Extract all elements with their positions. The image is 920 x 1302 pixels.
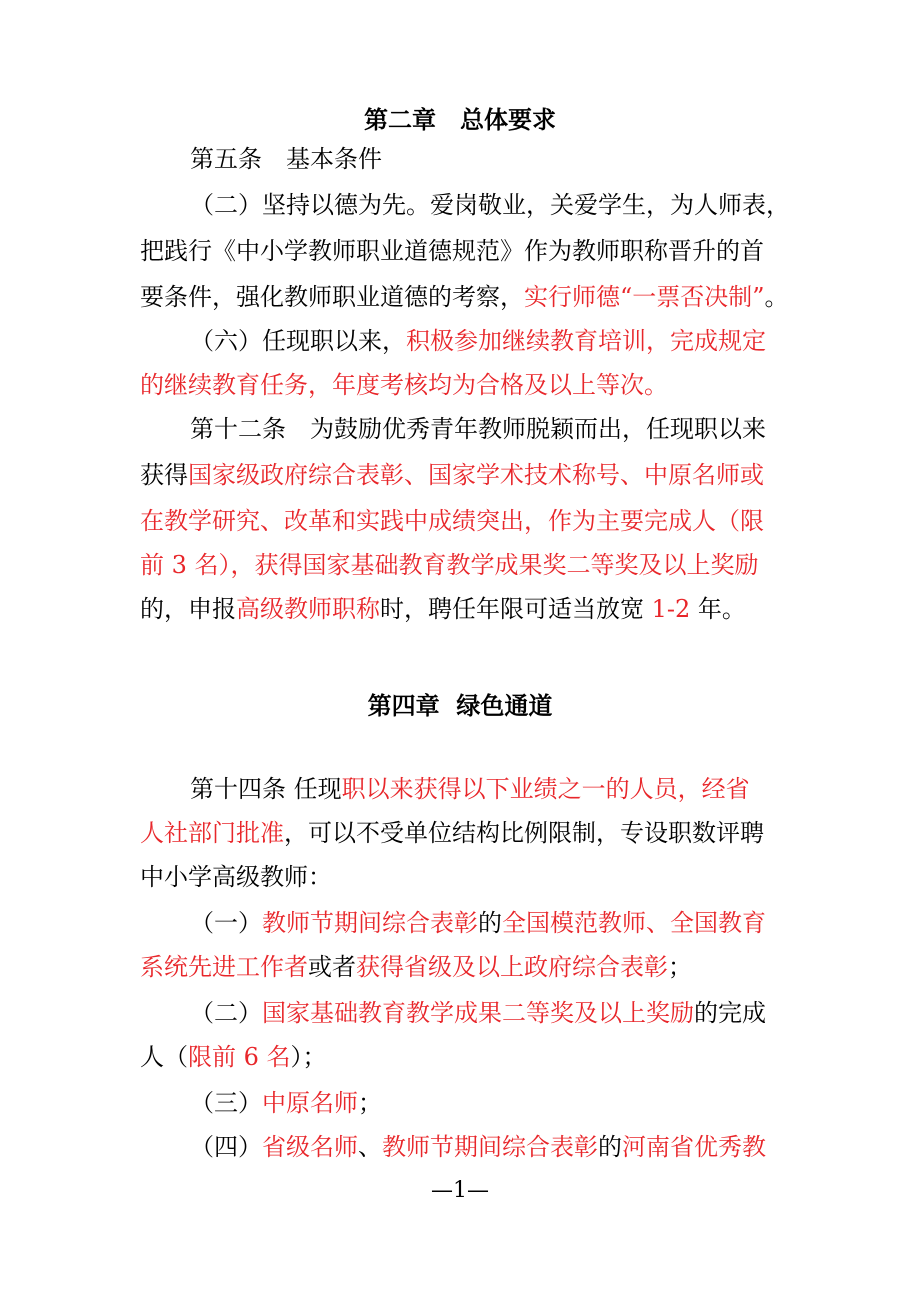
emphasis-text: 国家基础教育教学成果二等奖及以上奖励 xyxy=(262,999,694,1027)
emphasis-text: 高级教师职称 xyxy=(236,595,380,623)
paragraph-line xyxy=(140,228,780,274)
body-text: 的 xyxy=(478,909,502,937)
emphasis-text: 获得省级及以上政府综合表彰 xyxy=(356,953,668,981)
body-text: ； xyxy=(358,1089,382,1117)
paragraph-line xyxy=(140,810,780,856)
emphasis-text: 限前 6 名 xyxy=(188,1043,291,1071)
paragraph-line xyxy=(140,542,780,588)
paragraph-line xyxy=(190,182,790,228)
paragraph-line xyxy=(190,318,780,364)
emphasis-text: 职以来获得以下业绩之一的人员，经省 xyxy=(341,775,750,803)
emphasis-text: 国家级政府综合表彰、国家学术技术称号、中原名师或 xyxy=(188,461,764,489)
body-text: 。 xyxy=(764,283,789,311)
paragraph-line xyxy=(190,990,780,1036)
body-text: 把践行《中小学教师职业道德规范》作为教师职称晋升的首 xyxy=(140,237,764,265)
body-text: （四） xyxy=(190,1133,262,1161)
page-number: —1— xyxy=(431,1178,489,1203)
body-text: 获得 xyxy=(140,461,188,489)
article-5-title: 第五条 基本条件 xyxy=(190,145,382,173)
emphasis-text: 积极参加继续教育培训，完成规定 xyxy=(406,327,766,355)
paragraph-line xyxy=(190,1080,780,1126)
body-text: （二）坚持以德为先。爱岗敬业，关爱学生，为人师表， xyxy=(190,191,790,219)
body-text: 的 xyxy=(598,1133,622,1161)
emphasis-text: 系统先进工作者 xyxy=(140,953,308,981)
paragraph-line xyxy=(140,362,780,408)
emphasis-text: 中原名师 xyxy=(262,1089,358,1117)
body-text: （一） xyxy=(190,909,262,937)
body-text: 第十四条 任现 xyxy=(190,775,342,803)
body-text: 或者 xyxy=(308,953,356,981)
emphasis-text: 教师节期间综合表彰 xyxy=(382,1133,598,1161)
emphasis-text: 河南省优秀教 xyxy=(622,1133,766,1161)
paragraph-line xyxy=(190,900,780,946)
emphasis-text: 人社部门批准 xyxy=(140,819,284,847)
body-text: 要条件，强化教师职业道德的考察， xyxy=(140,283,524,311)
body-text: 年。 xyxy=(690,595,746,623)
paragraph-line xyxy=(140,498,780,544)
body-text: ； xyxy=(668,953,692,981)
body-text: 人（ xyxy=(140,1043,188,1071)
body-text: （六）任现职以来， xyxy=(190,327,406,355)
body-text: 时，聘任年限可适当放宽 xyxy=(380,595,652,623)
emphasis-text: 实行师德“一票否决制” xyxy=(524,283,765,311)
body-text: 、 xyxy=(358,1133,382,1161)
emphasis-text: 前 3 名），获得国家基础教育教学成果奖二等奖及以上奖励 xyxy=(140,551,759,579)
body-text: ）； xyxy=(290,1043,327,1071)
emphasis-text: 的继续教育任务，年度考核均为合格及以上等次。 xyxy=(140,371,668,399)
body-text: （二） xyxy=(190,999,262,1027)
emphasis-text: 省级名师 xyxy=(262,1133,358,1161)
paragraph-line xyxy=(140,274,789,320)
emphasis-text: 在教学研究、改革和实践中成绩突出，作为主要完成人（限 xyxy=(140,507,764,535)
emphasis-text: 全国模范教师、全国教育 xyxy=(502,909,766,937)
chapter-2-heading: 第二章 总体要求 xyxy=(364,106,556,134)
body-text: 的，申报 xyxy=(140,595,236,623)
paragraph-line xyxy=(140,1034,780,1080)
chapter-4-heading: 第四章 绿色通道 xyxy=(367,692,553,720)
emphasis-text: 教师节期间综合表彰 xyxy=(262,909,478,937)
body-text: （三） xyxy=(190,1089,262,1117)
emphasis-text: 1-2 xyxy=(651,595,691,623)
body-text: 的完成 xyxy=(694,999,766,1027)
body-text: 中小学高级教师： xyxy=(140,863,332,891)
paragraph-line xyxy=(140,944,780,990)
paragraph-line xyxy=(140,586,780,632)
body-text: 第十二条 为鼓励优秀青年教师脱颖而出，任现职以来 xyxy=(190,415,766,443)
paragraph-line xyxy=(140,854,780,900)
paragraph-line xyxy=(190,1124,780,1170)
paragraph-line xyxy=(190,766,780,812)
paragraph-line xyxy=(140,452,780,498)
paragraph-line xyxy=(190,406,780,452)
body-text: ，可以不受单位结构比例限制，专设职数评聘 xyxy=(284,819,764,847)
